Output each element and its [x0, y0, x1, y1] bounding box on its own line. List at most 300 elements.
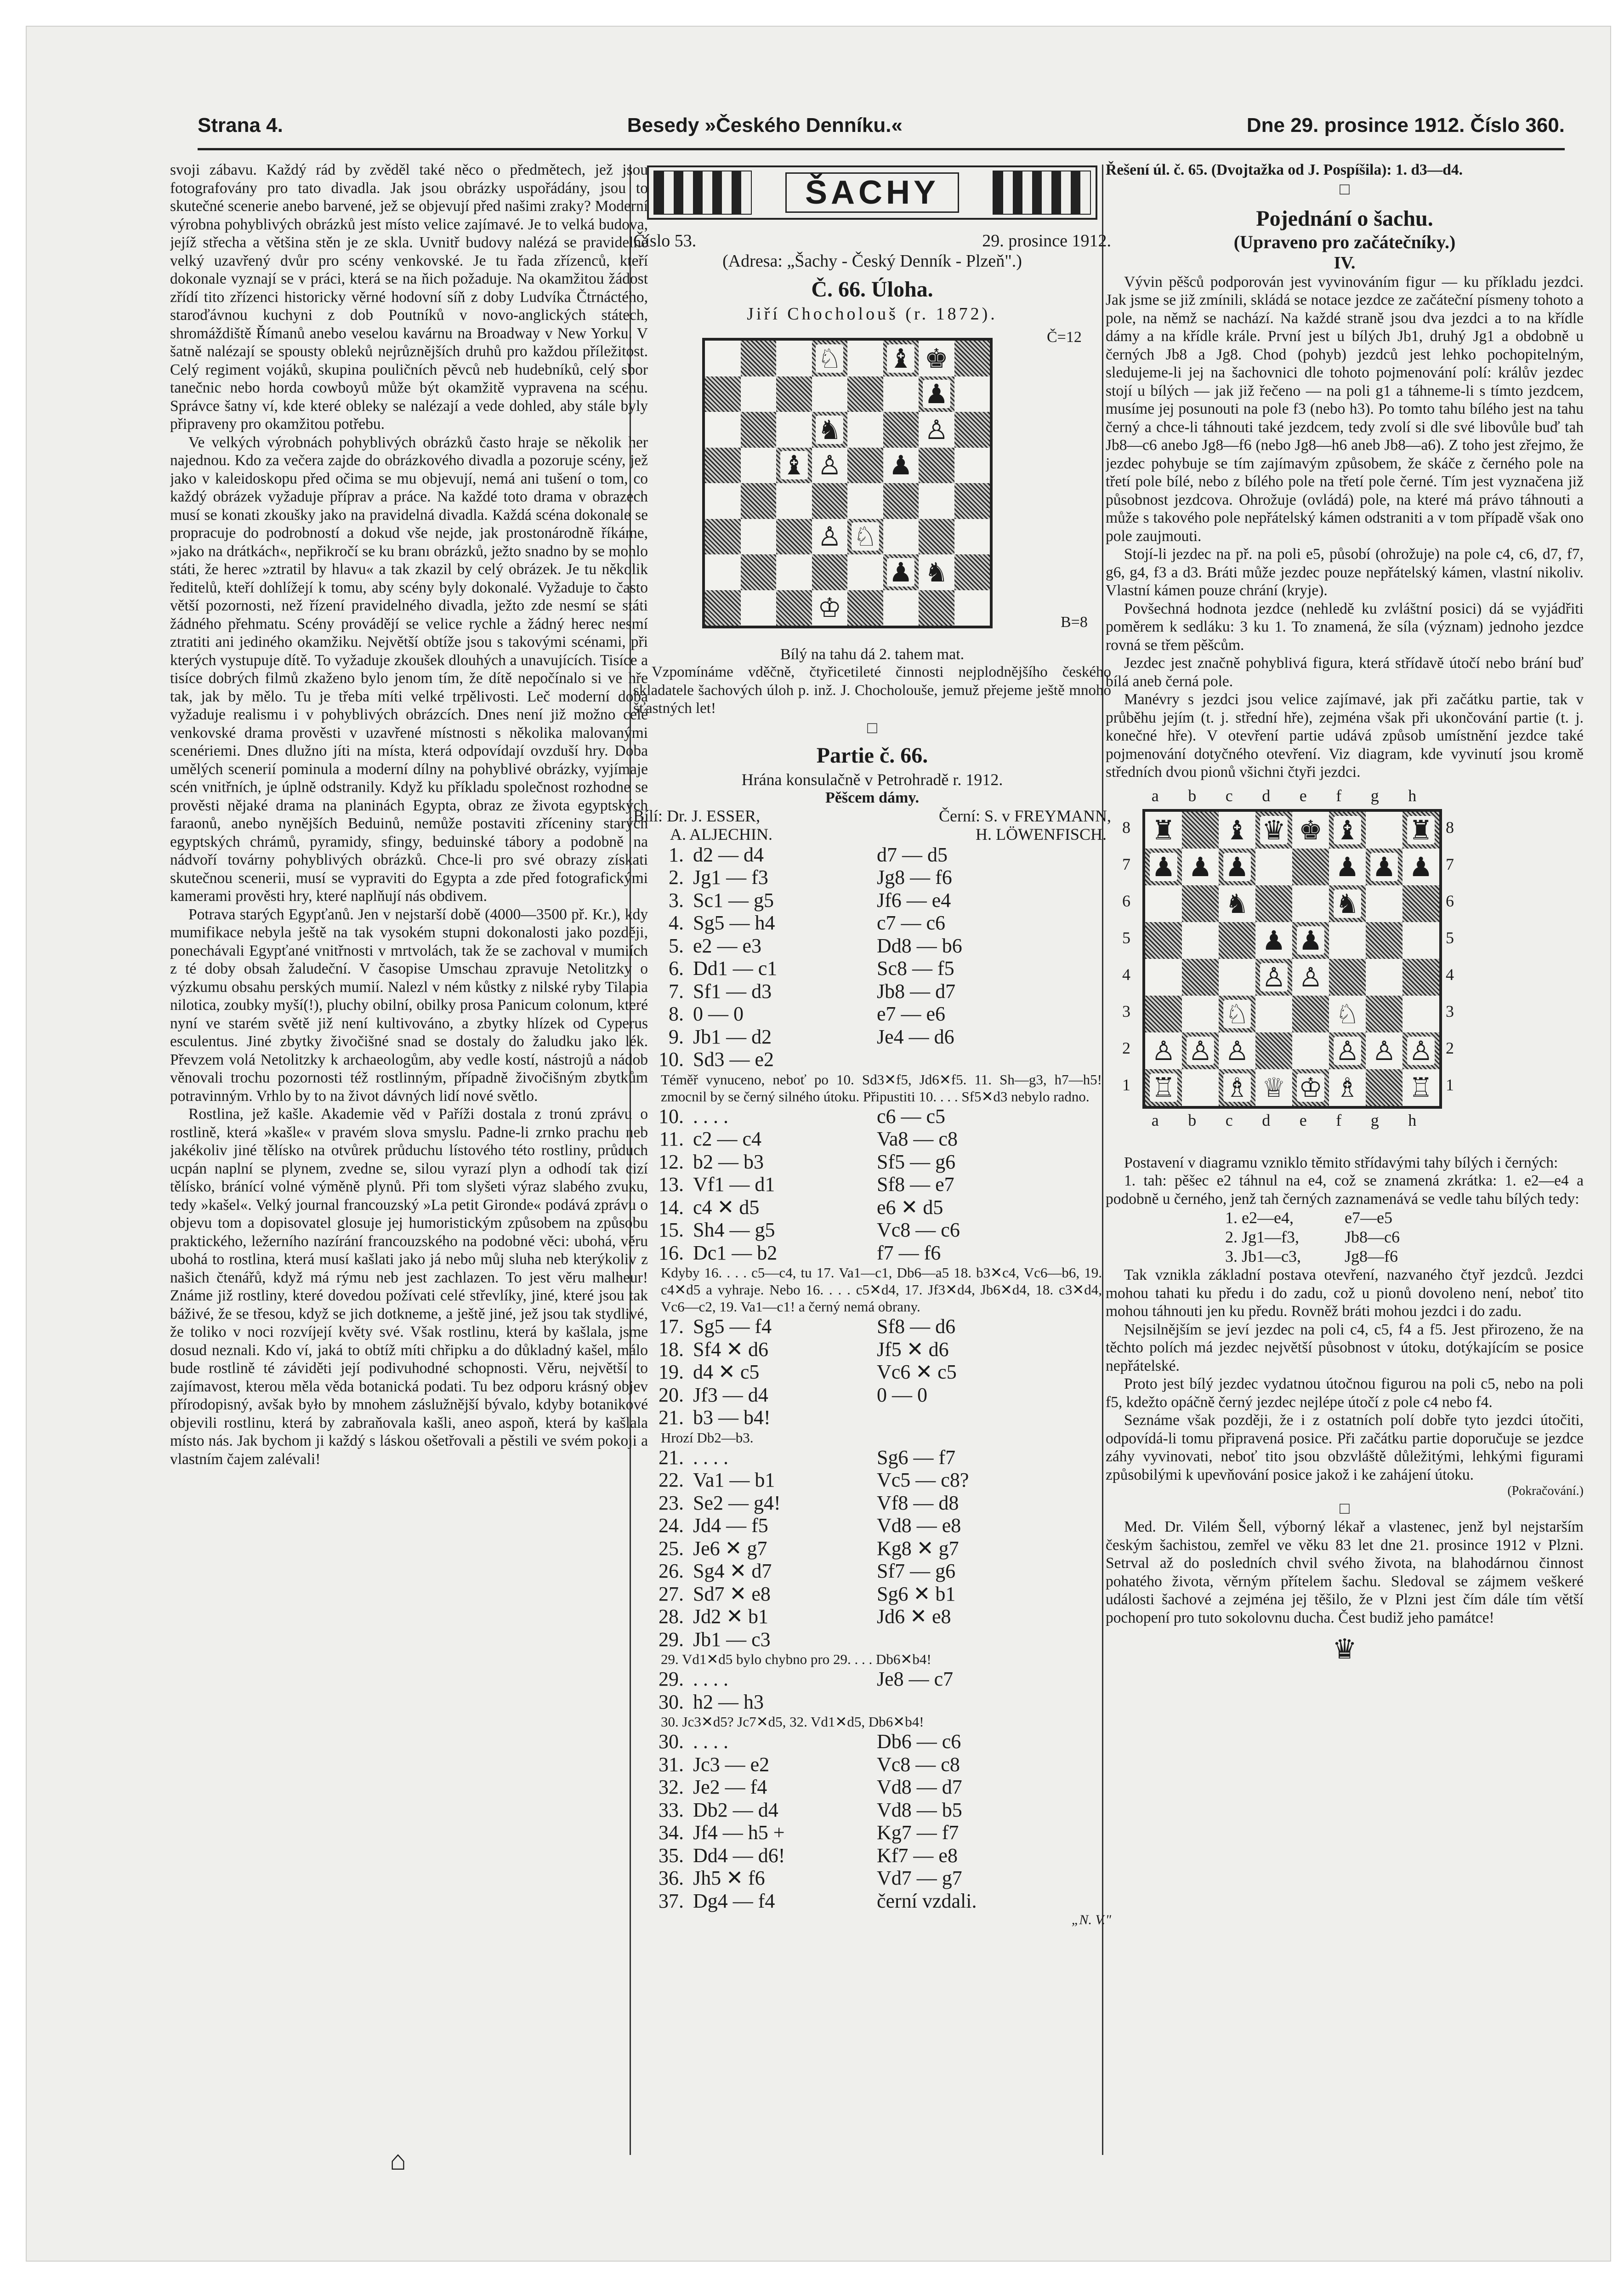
chess-piece-icon: ♟	[1407, 853, 1435, 881]
board-square	[1219, 1069, 1255, 1106]
board-square	[741, 376, 777, 412]
black-move: Vf8 — d8	[877, 1491, 959, 1514]
board-square	[1403, 922, 1439, 959]
black-move	[877, 1406, 1111, 1429]
move-row	[633, 980, 1111, 1003]
move-number: 2.	[669, 866, 684, 889]
opening-moves	[1225, 1208, 1584, 1266]
white-move: Sf1 — d3	[693, 980, 772, 1003]
file-label: b	[1188, 786, 1197, 805]
file-labels-top	[1137, 786, 1431, 805]
opening-move-row	[1225, 1247, 1584, 1266]
board-square	[1329, 959, 1366, 996]
chess-piece-icon: ♝	[887, 344, 914, 373]
move-row	[633, 912, 1111, 935]
chess-column	[633, 161, 1111, 2193]
move-number: 20.	[659, 1383, 684, 1406]
white-move: Dd4 — d6!	[693, 1844, 785, 1867]
issue-date: Dne 29. prosince 1912. Číslo 360.	[1246, 114, 1565, 137]
black-move: Sf7 — g6	[877, 1560, 956, 1582]
move-number: 35.	[659, 1844, 684, 1867]
black-players-second: H. LÖWENFISCH.	[975, 825, 1107, 843]
black-move: e6 ✕ d5	[877, 1196, 943, 1219]
white-players-second: A. ALJECHIN.	[670, 825, 772, 843]
move-row	[633, 866, 1111, 889]
move-row	[633, 843, 1111, 866]
article-paragraph: Tak vznikla základní postava otevření, nazvaného čtyř jezdců. Jezdci mohou tahati ku předu i do zadu, což u pionů dovoleno není, neboť tito mohou táhnouti jen ku předu. Rovněž bráti mohou jezdci i do zadu.	[1106, 1266, 1584, 1320]
chess-piece-icon: ♜	[1150, 816, 1177, 844]
white-piece-count: B=8	[1061, 614, 1088, 631]
board-square	[812, 376, 848, 412]
white-move: c2 — c4	[693, 1128, 762, 1150]
board-square	[1403, 812, 1439, 849]
board-square	[1292, 812, 1329, 849]
chess-piece-icon: ♟	[1334, 853, 1361, 881]
black-move: Db6 — c6	[877, 1730, 961, 1753]
rank-label: 5	[1446, 928, 1454, 947]
board-square	[741, 590, 777, 626]
black-move: Sf8 — d6	[877, 1315, 956, 1338]
black-move: Kf7 — e8	[877, 1844, 958, 1867]
board-square	[1182, 885, 1219, 922]
board-square	[1255, 959, 1292, 996]
white-move: Je6 ✕ g7	[693, 1537, 767, 1560]
move-row	[633, 1361, 1111, 1384]
chess-piece-icon: ♟	[1187, 853, 1214, 881]
rank-label: 1	[1122, 1075, 1130, 1094]
chess-piece-icon: ♞	[816, 416, 843, 444]
file-label: f	[1336, 1111, 1342, 1129]
white-move: Jb1 — c3	[693, 1628, 771, 1651]
board-square	[1219, 885, 1255, 922]
black-move: Jf6 — e4	[877, 889, 951, 912]
move-number: 14.	[659, 1196, 684, 1219]
board-square	[1403, 996, 1439, 1032]
move-row	[633, 957, 1111, 980]
move-number: 21.	[659, 1406, 684, 1429]
black-move: c7 — c6	[877, 912, 946, 934]
problem-board	[702, 338, 993, 628]
rank-label: 2	[1122, 1038, 1130, 1057]
page-number: Strana 4.	[198, 114, 283, 137]
game-annotation: Hrozí Db2—b3.	[661, 1429, 754, 1446]
rank-label: 4	[1446, 965, 1454, 984]
chess-piece-icon: ♘	[1223, 1000, 1251, 1028]
page-header	[198, 100, 1565, 137]
rank-label: 7	[1446, 855, 1454, 873]
issue-meta	[633, 231, 1111, 251]
move-row	[633, 1384, 1111, 1407]
white-move: 1. e2—e4,	[1225, 1208, 1294, 1227]
move-row	[633, 1605, 1111, 1628]
article-paragraph: Stojí-li jezdec na př. na poli e5, působí (ohrožuje) na pole c4, c6, d7, f7, g6, g4, f3 a d3. Bráti může jezdec pouze nepřátelský kámen, vlastní nikoliv. Vlastní kámen pouze chrání (kryje).	[1106, 546, 1584, 599]
black-move: e7—e5	[1345, 1208, 1392, 1227]
opening-name: Pěšcem dámy.	[825, 789, 919, 806]
board-square	[1366, 922, 1403, 959]
board-square	[954, 376, 990, 412]
white-move: Je2 — f4	[693, 1776, 767, 1798]
board-square	[919, 519, 954, 555]
board-square	[847, 341, 883, 376]
move-number: 5.	[669, 934, 684, 957]
board-square	[919, 483, 954, 519]
board-square	[919, 341, 954, 376]
chess-piece-icon: ♙	[1334, 1037, 1361, 1065]
white-move: Sc1 — g5	[693, 889, 774, 912]
chess-piece-icon: ♝	[1334, 816, 1361, 844]
chess-piece-icon: ♝	[780, 451, 808, 479]
file-label: h	[1408, 786, 1417, 805]
board-square	[919, 554, 954, 590]
board-square	[741, 554, 777, 590]
white-move: Se2 — g4!	[693, 1491, 781, 1514]
chess-piece-icon: ♕	[1260, 1073, 1288, 1102]
chess-piece-icon: ♟	[887, 451, 914, 479]
board-square	[1366, 959, 1403, 996]
board-square	[705, 341, 741, 376]
article-column	[170, 161, 648, 2133]
diagram-caption: Postavení v diagramu vzniklo těmito střídavými tahy bílých i černých:	[1124, 1154, 1558, 1171]
board-square	[1145, 996, 1182, 1032]
move-number: 22.	[659, 1469, 684, 1491]
article-paragraph: Povšechná hodnota jezdce (nehledě ku zvláštní posici) dá se vyjádřiti poměrem k sedláku: 3 ku 1. To znamená, že síla (význam) jednoho jezdce rovná se třem pěšcům.	[1106, 600, 1584, 654]
board-square	[1219, 959, 1255, 996]
black-move: Sc8 — f5	[877, 957, 954, 980]
board-square	[1182, 996, 1219, 1032]
move-row	[633, 1691, 1111, 1714]
board-square	[705, 554, 741, 590]
white-move: Sg4 ✕ d7	[693, 1560, 772, 1582]
board-square	[1403, 1069, 1439, 1106]
board-square	[776, 448, 812, 484]
file-label: h	[1408, 1111, 1417, 1129]
black-move: černí vzdali.	[877, 1889, 977, 1912]
chess-piece-icon: ♞	[923, 558, 950, 587]
board-square	[1219, 812, 1255, 849]
white-move: Dc1 — b2	[693, 1241, 778, 1264]
chess-piece-icon: ♝	[1223, 816, 1251, 844]
board-square	[1255, 996, 1292, 1032]
white-move: Sg5 — h4	[693, 912, 775, 934]
white-move: Jd2 ✕ b1	[693, 1605, 768, 1628]
white-move: Jg1 — f3	[693, 866, 768, 889]
board-square	[1329, 1069, 1366, 1106]
file-label: a	[1151, 786, 1159, 805]
board-square	[1366, 885, 1403, 922]
file-label: g	[1370, 1111, 1379, 1129]
move-row	[633, 1867, 1111, 1890]
chess-piece-icon: ♚	[923, 344, 950, 373]
move-row	[633, 1315, 1111, 1338]
board-square	[741, 483, 777, 519]
black-move: Sf8 — e7	[877, 1173, 954, 1196]
black-move: f7 — f6	[877, 1241, 941, 1264]
chess-piece-icon: ♟	[1370, 853, 1398, 881]
board-square	[1329, 849, 1366, 885]
tribute-note: Vzpomínáme vděčně, čtyřicetileté činnosti nejplodnějšího českého skladatele šachových úloh p. inž. J. Chocholouše, jemuž přejeme ještě mnoho šťastných let!	[633, 664, 1111, 717]
black-piece-count: Č=12	[1047, 329, 1082, 346]
file-label: e	[1299, 786, 1307, 805]
board-square	[1292, 1069, 1329, 1106]
move-row	[633, 1406, 1111, 1429]
board-square	[1329, 922, 1366, 959]
move-number: 8.	[669, 1003, 684, 1025]
black-move: Jf5 ✕ d6	[877, 1338, 949, 1361]
continued-note: (Pokračování.)	[1507, 1484, 1584, 1498]
move-number: 34.	[659, 1821, 684, 1844]
game-annotation: Téměř vynuceno, neboť po 10. Sd3✕f5, Jd6✕f5. 11. Sh—g3, h7—h5! zmocnil by se černý silného útoku. Připustiti 10. . . . Sf5✕d3 nebylo radno.	[661, 1071, 1102, 1105]
chess-piece-icon: ♔	[816, 593, 843, 622]
article-subtitle: (Upraveno pro začátečníky.)	[1233, 231, 1456, 252]
problem-diagram	[633, 324, 1111, 646]
black-move: Vc5 — c8?	[877, 1469, 969, 1491]
board-square	[1366, 849, 1403, 885]
chess-piece-icon: ♟	[1223, 853, 1251, 881]
black-move: Sg6 — f7	[877, 1446, 956, 1469]
board-square	[1403, 885, 1439, 922]
chess-piece-icon: ♞	[1334, 889, 1361, 918]
board-square	[1366, 812, 1403, 849]
move-row	[633, 1628, 1111, 1651]
board-square	[1219, 996, 1255, 1032]
game-place: Hrána konsulačně v Petrohradě r. 1912.	[741, 770, 1003, 789]
move-row	[633, 1048, 1111, 1071]
board-square	[1182, 922, 1219, 959]
white-move: d2 — d4	[693, 843, 764, 866]
move-number: 26.	[659, 1560, 684, 1582]
rank-label: 4	[1122, 965, 1130, 984]
board-square	[1255, 885, 1292, 922]
white-move: . . . .	[693, 1730, 728, 1753]
problem-author: Jiří Chocholouš (r. 1872).	[747, 304, 998, 324]
board-square	[1329, 885, 1366, 922]
white-move: 2. Jg1—f3,	[1225, 1228, 1299, 1246]
move-number: 17.	[659, 1315, 684, 1338]
rank-label: 6	[1446, 891, 1454, 910]
white-move: Jf3 — d4	[693, 1383, 768, 1406]
chess-banner	[647, 165, 1097, 220]
white-move: . . . .	[693, 1446, 728, 1469]
board-square	[812, 519, 848, 555]
move-row	[633, 1537, 1111, 1560]
board-square	[705, 412, 741, 448]
black-move: Vd8 — d7	[877, 1776, 962, 1798]
board-square	[1145, 812, 1182, 849]
chess-piece-icon: ♙	[1150, 1037, 1177, 1065]
board-square	[847, 519, 883, 555]
board-square	[705, 376, 741, 412]
move-number: 12.	[659, 1150, 684, 1173]
black-move: Vd7 — g7	[877, 1867, 962, 1889]
black-move	[877, 1628, 1111, 1651]
article-paragraph: Proto jest bílý jezdec vydatnou útočnou figurou na poli c5, nebo na poli f5, kdežto opáčně černý jezdec nejlépe útočí z pole c4 nebo f4.	[1106, 1375, 1584, 1411]
board-square	[812, 341, 848, 376]
black-move: d7 — d5	[877, 843, 948, 866]
diagram-intro: 1. tah: pěšec e2 táhnul na e4, což se znamená zkrátka: 1. e2—e4 a podobně u černého, jenž tah černých zaznamenává se vedle tahu bílých tedy:	[1106, 1172, 1584, 1208]
white-move: Vf1 — d1	[693, 1173, 775, 1196]
move-row	[633, 1338, 1111, 1361]
players	[633, 807, 1111, 843]
white-move: Dg4 — f4	[693, 1889, 775, 1912]
black-players: Černí: S. v FREYMANN,	[938, 806, 1111, 825]
board-square	[847, 448, 883, 484]
chess-piece-icon: ♟	[1260, 926, 1288, 955]
rank-label: 1	[1446, 1075, 1454, 1094]
board-square	[812, 483, 848, 519]
black-move: Kg8 ✕ g7	[877, 1537, 959, 1560]
move-row	[633, 935, 1111, 957]
move-number: 24.	[659, 1514, 684, 1537]
black-move: c6 — c5	[877, 1105, 946, 1128]
chess-piece-icon: ♙	[816, 451, 843, 479]
rank-label: 6	[1122, 891, 1130, 910]
moves-table	[633, 1668, 1111, 1713]
moves-table	[633, 1446, 1111, 1651]
game-annotation: Kdyby 16. . . . c5—c4, tu 17. Va1—c1, Db6—a5 18. b3✕c4, Vc6—b6, 19. c4✕d5 a vyhraje. Nebo 16. . . . c5✕d4, 17. Jf3✕d4, Jb6✕d4, 18. c3✕d4, Vc6—c2, 19. Va1—c1! a černý nemá obrany.	[661, 1265, 1102, 1315]
move-row	[633, 1469, 1111, 1492]
board-square	[954, 554, 990, 590]
rank-label: 5	[1122, 928, 1130, 947]
chess-piece-icon: ♘	[1334, 1000, 1361, 1028]
move-number: 13.	[659, 1173, 684, 1196]
move-row	[633, 1242, 1111, 1265]
board-square	[1255, 1032, 1292, 1069]
white-move: Sg5 — f4	[693, 1315, 772, 1338]
board-square	[705, 519, 741, 555]
publication-title: Besedy »Českého Denníku.«	[627, 114, 903, 137]
board-square	[741, 412, 777, 448]
opening-board	[1142, 809, 1442, 1109]
chess-issue-date: 29. prosince 1912.	[982, 231, 1111, 251]
move-row	[633, 1151, 1111, 1174]
move-number: 31.	[659, 1753, 684, 1776]
board-square	[1329, 996, 1366, 1032]
article-title: Pojednání o šachu.	[1256, 206, 1433, 231]
move-row	[633, 1560, 1111, 1583]
board-square	[1366, 1032, 1403, 1069]
board-square	[847, 554, 883, 590]
board-square	[1255, 1069, 1292, 1106]
move-row	[633, 1219, 1111, 1242]
black-move: Dd8 — b6	[877, 934, 962, 957]
move-row	[633, 1776, 1111, 1799]
move-number: 28.	[659, 1605, 684, 1628]
black-move: Je8 — c7	[877, 1668, 954, 1690]
board-square	[1182, 1069, 1219, 1106]
move-number: 9.	[669, 1025, 684, 1048]
move-row	[633, 1128, 1111, 1151]
board-square	[1292, 849, 1329, 885]
move-number: 3.	[669, 889, 684, 912]
black-move: Jg8—f6	[1345, 1247, 1398, 1265]
article-paragraph: Jezdec jest značně pohyblivá figura, která střídavě útočí nebo brání buď bílá aneb černá pole.	[1106, 655, 1584, 690]
white-move: . . . .	[693, 1105, 728, 1128]
move-row	[633, 1753, 1111, 1776]
article-paragraph: Rostlina, jež kašle. Akademie věd v Paříži dostala z tronú zprávu o rostlině, která »kašle« v pravém slova smyslu. Padne-li zrnko prachu neb jakékoliv jiné tělísko na otvůrek průduchu lístového této rostliny, průduch ucpán naplní se plynem, zvedne se, silou vyrazí plyn a odhodí tak cizí tělísko, bránící volné výměně plynů. Při tom slyšeti výraz slabého zvuku, tedy »kašel«. Velký journal francouzský »La petit Gironde« podává zprávu o objevu tom a dopisovatel glosuje jej humoristickým způsobem na způsobu praktického, ležerního nazírání francouzského na podobné věci: ubohá, věru ubohá to rostlina, která musí kašlati jako já nebo můj sluha neb kterýkoliv z našich čtenářů, když má rýmu neb jest zachlazen. To jest věru malheur! Známe již rostliny, které dovedou požívati celé střevlíky, jiné, které jsou tak báživé, že se třesou, když se jich dotkneme, a ještě jiné, jež jsou tak stydlivé, že tolikо v noci rozvíjejí květy své. Však rostlinu, která by kašlala, jsme dosud neznali. Kdo ví, jaká to obtíž míti chřipku a do důkladný kašel, málo bude rostlině té záviděti její podivuhodné schopnosti. Věru, největší to zajímavost, kterou měla věda botanická podati. Tu bez odporu krásný objev přírodopisný, avšak było by mnohem záslužnější bývalo, kdyby botanikové objevili rostlinu, která by zabraňovala kašli, aneo aspoň, která by kašlala místo nás. Jak bychom ji každý s láskou ošetřovali a pěstili ve svém pokoji a vlastním čajem zalévali!	[170, 1106, 648, 1468]
move-row	[633, 1844, 1111, 1867]
black-move: Va8 — c8	[877, 1128, 958, 1150]
checker-ornament-icon	[993, 171, 1091, 215]
board-square	[954, 412, 990, 448]
board-square	[883, 483, 919, 519]
board-square	[776, 519, 812, 555]
problem-title: Č. 66. Úloha.	[811, 277, 933, 302]
rank-label: 8	[1446, 818, 1454, 837]
move-number: 18.	[659, 1338, 684, 1361]
solution-note: Řešení úl. č. 65. (Dvojtažka od J. Pospíšila): 1. d3—d4.	[1106, 161, 1463, 178]
move-number: 11.	[659, 1128, 684, 1150]
game-annotation: 30. Jc3✕d5? Jc7✕d5, 32. Vd1✕d5, Db6✕b4!	[661, 1714, 924, 1730]
chess-piece-icon: ♙	[816, 522, 843, 551]
board-square	[883, 519, 919, 555]
move-number: 29.	[659, 1628, 684, 1651]
file-label: d	[1262, 1111, 1271, 1129]
board-square	[847, 376, 883, 412]
board-square	[847, 412, 883, 448]
black-move: Vc8 — c8	[877, 1753, 960, 1776]
board-square	[812, 448, 848, 484]
chess-piece-icon: ♛	[1260, 816, 1288, 844]
board-square	[812, 412, 848, 448]
move-row	[633, 1730, 1111, 1753]
white-move: Sh4 — g5	[693, 1219, 775, 1241]
board-square	[1182, 812, 1219, 849]
footer-ornament-icon: ⌂	[390, 2145, 407, 2176]
board-square	[847, 590, 883, 626]
move-row	[633, 1173, 1111, 1196]
move-number: 27.	[659, 1582, 684, 1605]
move-row	[633, 1821, 1111, 1844]
board-square	[1366, 996, 1403, 1032]
move-row	[633, 1196, 1111, 1219]
board-square	[1145, 849, 1182, 885]
chess-piece-icon: ♟	[1297, 926, 1324, 955]
rank-label: 2	[1446, 1038, 1454, 1057]
moves-table	[633, 843, 1111, 1071]
chess-banner-title: ŠACHY	[785, 172, 959, 213]
board-square	[1145, 885, 1182, 922]
board-square	[954, 341, 990, 376]
black-move: Kg7 — f7	[877, 1821, 959, 1844]
black-move: Jd6 ✕ e8	[877, 1605, 951, 1628]
move-row	[633, 1026, 1111, 1049]
board-square	[741, 341, 777, 376]
moves-table	[633, 1730, 1111, 1912]
chess-piece-icon: ♘	[852, 522, 879, 551]
board-square	[1145, 922, 1182, 959]
file-label: g	[1370, 786, 1379, 805]
move-row	[633, 1799, 1111, 1822]
file-label: f	[1336, 786, 1342, 805]
move-row	[633, 1446, 1111, 1469]
board-square	[776, 412, 812, 448]
file-label: e	[1299, 1111, 1307, 1129]
move-number: 29.	[659, 1668, 684, 1690]
black-move: Vc8 — c6	[877, 1219, 960, 1241]
chess-piece-icon: ♟	[1150, 853, 1177, 881]
board-square	[741, 519, 777, 555]
board-square	[1145, 959, 1182, 996]
article-paragraph: Vývin pěšců podporován jest vyvinováním figur — ku příkladu jezdci. Jak jsme se již zmínili, skládá se notace jezdce ze začáteční písmeny tohoto a pole, na němž se nachází. Na každé straně jsou dva jezdci a to na křídle dámy a na křídle krále. První jest u bílých Jb1, druhý Jg1 a obdobně u černých Jb8 a Jg8. Chod (pohyb) jezdců jest lehko pochopitelným, sledujeme-li jej na šachovnici dle tohoto pojmenování polí: králův jezdec stojí u bílých — jak již řečeno — na poli g1 a táhneme-li s tímto jezdcem, musíme jej posunouti na pole f3 (nebo h3). Po tomto tahu bílého jest na tahu černý a chce-li táhnouti také jezdcem, tedy zvolí si dle své libovůle buď tah Jb8—c6 anebo Jg8—f6 (nebo Jg8—h6 aneb Jb8—a6). Z toho jest zřejmo, že jezdec pohybuje se tím zajímavým způsobem, že skáče z černého pole na třetí pole bílé, nebo z bílého pole na třetí pole černé. Tím jest vyznačena již působnost jezdcova. Ohrožuje (ovládá) pole, na které má právo táhnouti a může s takového pole nepřátelský kámen odstraniti a v tom případě však ono pole zaujmouti.	[1106, 273, 1584, 545]
board-square	[1255, 922, 1292, 959]
black-move: 0 — 0	[877, 1383, 927, 1406]
board-square	[1219, 922, 1255, 959]
rank-labels-left	[1122, 809, 1141, 1103]
rank-label: 7	[1122, 855, 1130, 873]
chess-piece-icon: ♙	[923, 416, 950, 444]
chess-piece-icon: ♟	[887, 558, 914, 587]
black-move: Jb8—c6	[1345, 1228, 1400, 1246]
